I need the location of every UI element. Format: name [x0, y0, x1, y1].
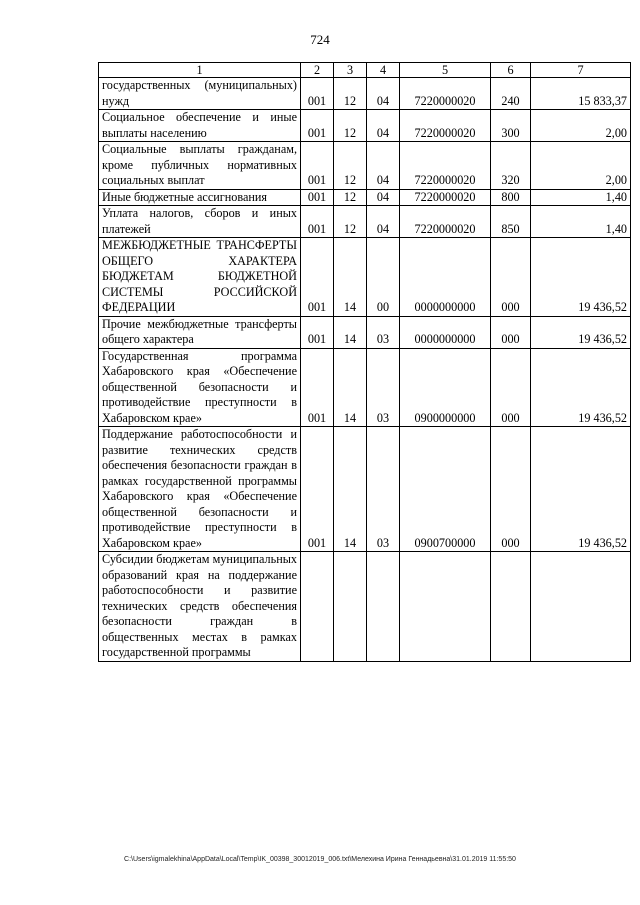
header-col-1: 1 — [99, 63, 301, 78]
row-code: 001 — [301, 206, 334, 238]
header-col-5: 5 — [400, 63, 491, 78]
row-amount: 19 436,52 — [531, 348, 631, 427]
row-name: Поддержание работоспособности и развитие технических средств обеспечения безопасности граждан в рамках государственной программы Хабаровского края «Обеспечение общественной безопасности и противодействие преступности в Хабаровском крае» — [99, 427, 301, 552]
row-expense-type: 000 — [491, 427, 531, 552]
row-name: Социальные выплаты гражданам, кроме публичных нормативных социальных выплат — [99, 142, 301, 190]
header-col-2: 2 — [301, 63, 334, 78]
row-amount: 2,00 — [531, 110, 631, 142]
row-code: 001 — [301, 348, 334, 427]
table-row — [99, 206, 631, 238]
row-expense-type — [491, 552, 531, 662]
row-section: 14 — [334, 348, 367, 427]
row-expense-type: 000 — [491, 348, 531, 427]
row-amount: 19 436,52 — [531, 316, 631, 348]
table-row — [99, 427, 631, 552]
row-subsection: 03 — [367, 316, 400, 348]
row-target: 0000000000 — [400, 316, 491, 348]
row-expense-type: 320 — [491, 142, 531, 190]
row-expense-type: 800 — [491, 189, 531, 206]
row-section: 14 — [334, 238, 367, 317]
row-subsection: 04 — [367, 142, 400, 190]
row-name: Иные бюджетные ассигнования — [99, 189, 301, 206]
footer-file-path: C:\Users\igmalekhina\AppData\Local\Temp\IK_00398_30012019_006.txt\Мелехина Ирина Геннадьевна\31.01.2019 11:55:50 — [124, 856, 516, 863]
header-col-6: 6 — [491, 63, 531, 78]
row-subsection: 03 — [367, 348, 400, 427]
row-expense-type: 000 — [491, 316, 531, 348]
row-subsection: 00 — [367, 238, 400, 317]
row-section: 12 — [334, 142, 367, 190]
row-subsection: 04 — [367, 78, 400, 110]
row-code: 001 — [301, 142, 334, 190]
row-target: 0900700000 — [400, 427, 491, 552]
row-section: 12 — [334, 110, 367, 142]
row-section: 12 — [334, 206, 367, 238]
row-expense-type: 850 — [491, 206, 531, 238]
row-section — [334, 552, 367, 662]
row-subsection: 04 — [367, 206, 400, 238]
row-amount: 2,00 — [531, 142, 631, 190]
row-section: 14 — [334, 427, 367, 552]
row-code: 001 — [301, 238, 334, 317]
row-amount: 19 436,52 — [531, 427, 631, 552]
row-expense-type: 000 — [491, 238, 531, 317]
row-target: 7220000020 — [400, 189, 491, 206]
row-amount: 15 833,37 — [531, 78, 631, 110]
row-section: 12 — [334, 189, 367, 206]
row-name: Прочие межбюджетные трансферты общего характера — [99, 316, 301, 348]
page-number: 724 — [310, 32, 330, 47]
table-row — [99, 142, 631, 190]
table-row — [99, 110, 631, 142]
row-expense-type: 300 — [491, 110, 531, 142]
row-code: 001 — [301, 316, 334, 348]
table-row — [99, 189, 631, 206]
row-subsection — [367, 552, 400, 662]
row-amount — [531, 552, 631, 662]
header-row — [99, 63, 631, 78]
row-target: 7220000020 — [400, 142, 491, 190]
table-row — [99, 316, 631, 348]
row-code: 001 — [301, 110, 334, 142]
row-name: Уплата налогов, сборов и иных платежей — [99, 206, 301, 238]
table-row — [99, 78, 631, 110]
row-section: 12 — [334, 78, 367, 110]
row-subsection: 03 — [367, 427, 400, 552]
row-section: 14 — [334, 316, 367, 348]
row-subsection: 04 — [367, 189, 400, 206]
table-row — [99, 552, 631, 662]
row-target: 7220000020 — [400, 206, 491, 238]
header-col-3: 3 — [334, 63, 367, 78]
header-col-7: 7 — [531, 63, 631, 78]
row-name: Субсидии бюджетам муниципальных образований края на поддержание работоспособности и развитие технических средств обеспечения безопасности граждан в общественных местах в рамках государственной программы — [99, 552, 301, 662]
row-code — [301, 552, 334, 662]
header-col-4: 4 — [367, 63, 400, 78]
table-row — [99, 238, 631, 317]
row-target: 7220000020 — [400, 78, 491, 110]
row-expense-type: 240 — [491, 78, 531, 110]
row-subsection: 04 — [367, 110, 400, 142]
row-name: Государственная программа Хабаровского края «Обеспечение общественной безопасности и противодействие преступности в Хабаровском крае» — [99, 348, 301, 427]
row-name: Социальное обеспечение и иные выплаты населению — [99, 110, 301, 142]
row-code: 001 — [301, 427, 334, 552]
row-target: 0900000000 — [400, 348, 491, 427]
row-code: 001 — [301, 189, 334, 206]
budget-table — [98, 62, 631, 662]
row-target: 7220000020 — [400, 110, 491, 142]
row-amount: 1,40 — [531, 206, 631, 238]
row-target — [400, 552, 491, 662]
row-amount: 1,40 — [531, 189, 631, 206]
row-code: 001 — [301, 78, 334, 110]
row-amount: 19 436,52 — [531, 238, 631, 317]
row-name: МЕЖБЮДЖЕТНЫЕ ТРАНСФЕРТЫ ОБЩЕГО ХАРАКТЕРА БЮДЖЕТАМ БЮДЖЕТНОЙ СИСТЕМЫ РОССИЙСКОЙ ФЕДЕРАЦИИ — [99, 238, 301, 317]
row-name: государственных (муниципальных) нужд — [99, 78, 301, 110]
table-row — [99, 348, 631, 427]
row-target: 0000000000 — [400, 238, 491, 317]
